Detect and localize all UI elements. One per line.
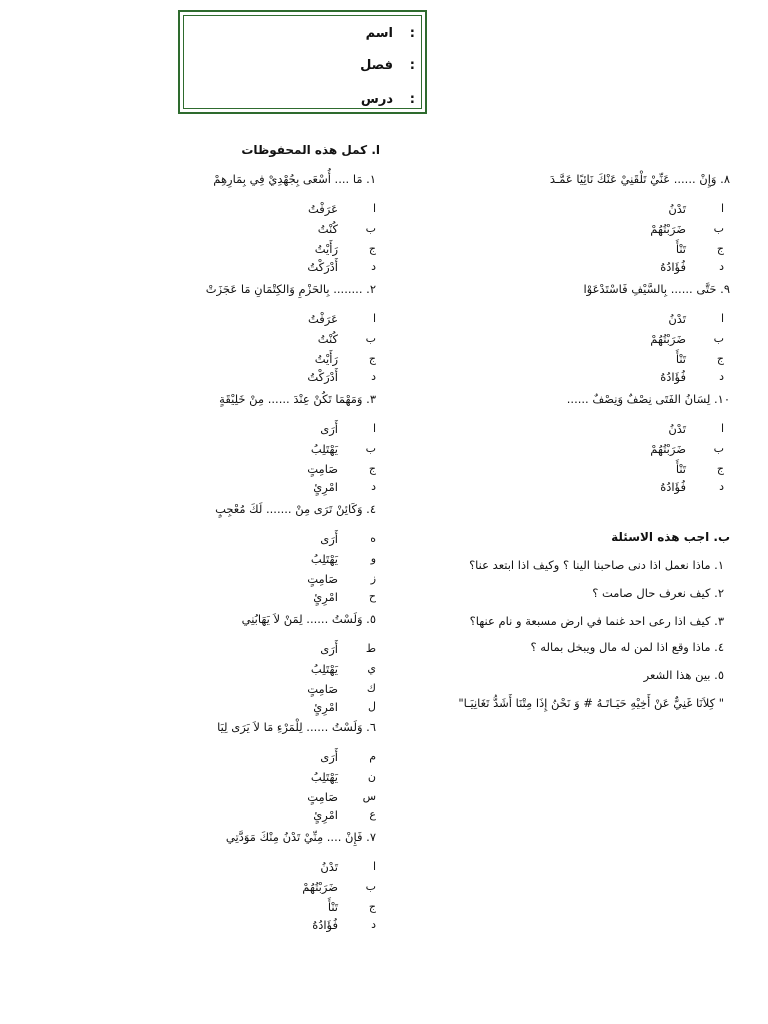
- answer-question-5: ٥. بين هذا الشعر: [643, 668, 724, 682]
- option-word: فُؤَادُهُ: [312, 918, 338, 932]
- option-row: [266, 770, 376, 786]
- option-letter: ج: [368, 900, 376, 913]
- name-row: [295, 26, 415, 46]
- option-row: [266, 552, 376, 568]
- option-word: كُنْتُ: [317, 222, 338, 236]
- option-row: [614, 352, 724, 368]
- left-question-2-text: ٢. ........ بِالحَزْمِ وَالكِتْمَانِ مَا عَجَزَتْ: [205, 282, 376, 296]
- option-row: [614, 370, 724, 386]
- option-letter: ن: [367, 770, 376, 783]
- option-word: تَنْأَ: [675, 352, 686, 366]
- option-row: [266, 900, 376, 916]
- option-letter: ب: [365, 332, 376, 345]
- option-letter: ك: [366, 682, 376, 695]
- option-letter: ا: [372, 202, 376, 215]
- option-letter: ب: [713, 442, 724, 455]
- class-label: فصل: [360, 58, 393, 73]
- option-word: تَدْنُ: [668, 312, 686, 326]
- option-row: [614, 422, 724, 438]
- option-letter: ج: [716, 352, 724, 365]
- option-row: [614, 442, 724, 458]
- left-question-6-text: ٦. وَلَسْتُ ...... لِلْمَرْءِ مَا لاَ يَرَى لِيَا: [217, 720, 376, 734]
- option-letter: ا: [372, 312, 376, 325]
- option-row: [614, 242, 724, 258]
- option-letter: ط: [365, 642, 376, 655]
- student-info-box: [178, 10, 427, 114]
- option-word: فُؤَادُهُ: [660, 370, 686, 384]
- option-word: امْرِئٍ: [313, 590, 338, 604]
- option-row: [266, 642, 376, 658]
- section-a-title: ا. كمل هذه المحفوظات: [241, 143, 380, 157]
- option-letter: ج: [368, 352, 376, 365]
- option-row: [266, 918, 376, 934]
- option-letter: د: [719, 480, 724, 493]
- option-word: تَدْنُ: [320, 860, 338, 874]
- option-letter: ب: [713, 332, 724, 345]
- option-letter: ا: [720, 422, 724, 435]
- option-letter: د: [371, 260, 376, 273]
- option-letter: ج: [716, 242, 724, 255]
- right-question-3-text: ١٠. لِسَانُ الفَتَى نِصْفٌ وَنِصْفٌ ......: [566, 392, 730, 406]
- option-row: [266, 750, 376, 766]
- option-letter: د: [371, 918, 376, 931]
- option-row: [266, 442, 376, 458]
- option-word: ضَرَبْتُهُمْ: [302, 880, 338, 894]
- name-label: اسم: [365, 26, 393, 41]
- right-question-1-text: ٨. وَإِنْ ...... عَنِّيْ تَلْقَنِيْ عَنْكَ نَائِيًا عَمَّـدَ: [549, 172, 730, 186]
- option-row: [614, 202, 724, 218]
- option-word: يَهْتَلِبُ: [310, 770, 338, 784]
- option-word: عَرَفْتُ: [308, 312, 338, 326]
- option-word: صَامِتٍ: [307, 790, 338, 804]
- option-word: عَرَفْتُ: [308, 202, 338, 216]
- option-letter: د: [371, 370, 376, 383]
- lesson-row: [295, 92, 415, 112]
- option-word: امْرِئٍ: [313, 700, 338, 714]
- option-row: [266, 260, 376, 276]
- option-row: [266, 572, 376, 588]
- section-b-title: ب. اجب هذه الاسئلة: [611, 530, 730, 544]
- option-letter: ج: [368, 462, 376, 475]
- option-letter: م: [369, 750, 376, 763]
- option-word: صَامِتٍ: [307, 682, 338, 696]
- option-word: صَامِتٍ: [307, 572, 338, 586]
- option-word: ضَرَبْتُهُمْ: [650, 442, 686, 456]
- option-letter: ز: [370, 572, 376, 585]
- option-row: [266, 480, 376, 496]
- option-word: تَنْأَ: [327, 900, 338, 914]
- option-word: ضَرَبْتُهُمْ: [650, 332, 686, 346]
- option-row: [266, 662, 376, 678]
- option-word: تَدْنُ: [668, 202, 686, 216]
- option-word: أَرَى: [320, 750, 338, 764]
- option-letter: د: [719, 370, 724, 383]
- option-word: فُؤَادُهُ: [660, 480, 686, 494]
- option-letter: ا: [720, 202, 724, 215]
- option-row: [614, 480, 724, 496]
- option-word: يَهْتَلِبُ: [310, 442, 338, 456]
- option-letter: د: [371, 480, 376, 493]
- option-word: كُنْتُ: [317, 332, 338, 346]
- option-letter: ج: [368, 242, 376, 255]
- option-row: [266, 332, 376, 348]
- option-row: [266, 202, 376, 218]
- option-letter: و: [370, 552, 376, 565]
- lesson-label: درس: [360, 92, 393, 107]
- option-row: [266, 700, 376, 716]
- option-letter: ع: [369, 808, 376, 821]
- option-letter: ج: [716, 462, 724, 475]
- option-row: [266, 222, 376, 238]
- option-row: [266, 590, 376, 606]
- left-question-1-text: ١. مَا .... أُسْعَى بِجُهْدِيْ فِي بِمَارِهِمْ: [213, 172, 376, 186]
- option-row: [266, 532, 376, 548]
- option-row: [614, 312, 724, 328]
- option-row: [614, 260, 724, 276]
- option-word: امْرِئٍ: [313, 808, 338, 822]
- option-word: يَهْتَلِبُ: [310, 662, 338, 676]
- option-letter: ا: [720, 312, 724, 325]
- option-letter: س: [362, 790, 376, 803]
- option-row: [266, 242, 376, 258]
- option-row: [266, 422, 376, 438]
- option-row: [614, 222, 724, 238]
- option-letter: ب: [365, 442, 376, 455]
- option-letter: ه: [370, 532, 376, 545]
- option-word: فُؤَادُهُ: [660, 260, 686, 274]
- option-row: [266, 462, 376, 478]
- option-word: أَرَى: [320, 422, 338, 436]
- option-letter: د: [719, 260, 724, 273]
- option-word: يَهْتَلِبُ: [310, 552, 338, 566]
- option-word: رَأَيْتُ: [314, 242, 338, 256]
- left-question-5-text: ٥. وَلَسْتُ ...... لِمَنْ لاَ يَهَابُنِي: [241, 612, 376, 626]
- option-row: [614, 332, 724, 348]
- option-row: [266, 790, 376, 806]
- answer-question-3: ٣. كيف اذا رعى احد غنما في ارض مسبعة و نام عنها؟: [469, 614, 724, 628]
- left-question-4-text: ٤. وَكَائِنْ تَرَى مِنْ ....... لَكَ مُعْجِبٍ: [215, 502, 376, 516]
- option-letter: ي: [367, 662, 376, 675]
- option-letter: ح: [368, 590, 376, 603]
- option-word: رَأَيْتُ: [314, 352, 338, 366]
- option-word: امْرِئٍ: [313, 480, 338, 494]
- option-letter: ا: [372, 422, 376, 435]
- answer-question-1: ١. ماذا نعمل اذا دنى صاحبنا الينا ؟ وكيف اذا ابتعد عنا؟: [469, 558, 724, 572]
- answer-question-2: ٢. كيف نعرف حال صامت ؟: [592, 586, 724, 600]
- option-word: ضَرَبْتُهُمْ: [650, 222, 686, 236]
- option-letter: ب: [365, 880, 376, 893]
- option-row: [266, 860, 376, 876]
- option-word: تَنْأَ: [675, 242, 686, 256]
- option-word: أَدْرَكْتُ: [307, 370, 338, 384]
- poem-line: " كِلاَنَا غَنِيٌّ عَنْ أَخِيْهِ حَيَـاتَـهُ # وَ نَحْنُ إِذَا مِتْنَا أَشَدُّ تَغَانِيَـا": [458, 696, 724, 710]
- option-word: تَنْأَ: [675, 462, 686, 476]
- option-word: أَرَى: [320, 532, 338, 546]
- option-row: [266, 370, 376, 386]
- option-word: تَدْنُ: [668, 422, 686, 436]
- left-question-3-text: ٣. وَمَهْمَا تَكُنْ عِنْدَ ...... مِنْ خَلِيْقَةٍ: [219, 392, 376, 406]
- option-letter: ل: [368, 700, 376, 713]
- option-word: صَامِتٍ: [307, 462, 338, 476]
- option-row: [614, 462, 724, 478]
- class-row: [295, 58, 415, 78]
- right-question-2-text: ٩. حَتَّى ...... بِالسَّيْفِ فَاسْتَدْعَوْا: [583, 282, 730, 296]
- class-colon: :: [409, 58, 415, 73]
- option-letter: ب: [365, 222, 376, 235]
- option-letter: ب: [713, 222, 724, 235]
- name-colon: :: [409, 26, 415, 41]
- option-word: أَرَى: [320, 642, 338, 656]
- option-row: [266, 880, 376, 896]
- option-letter: ا: [372, 860, 376, 873]
- option-row: [266, 352, 376, 368]
- option-row: [266, 312, 376, 328]
- answer-question-4: ٤. ماذا وقع اذا لمن له مال ويبخل بماله ؟: [530, 640, 724, 654]
- option-word: أَدْرَكْتُ: [307, 260, 338, 274]
- option-row: [266, 682, 376, 698]
- option-row: [266, 808, 376, 824]
- lesson-colon: :: [409, 92, 415, 107]
- left-question-7-text: ٧. فَإِنْ .... مِنِّيْ تَدْنُ مِنْكَ مَوَدَّتِي: [225, 830, 376, 844]
